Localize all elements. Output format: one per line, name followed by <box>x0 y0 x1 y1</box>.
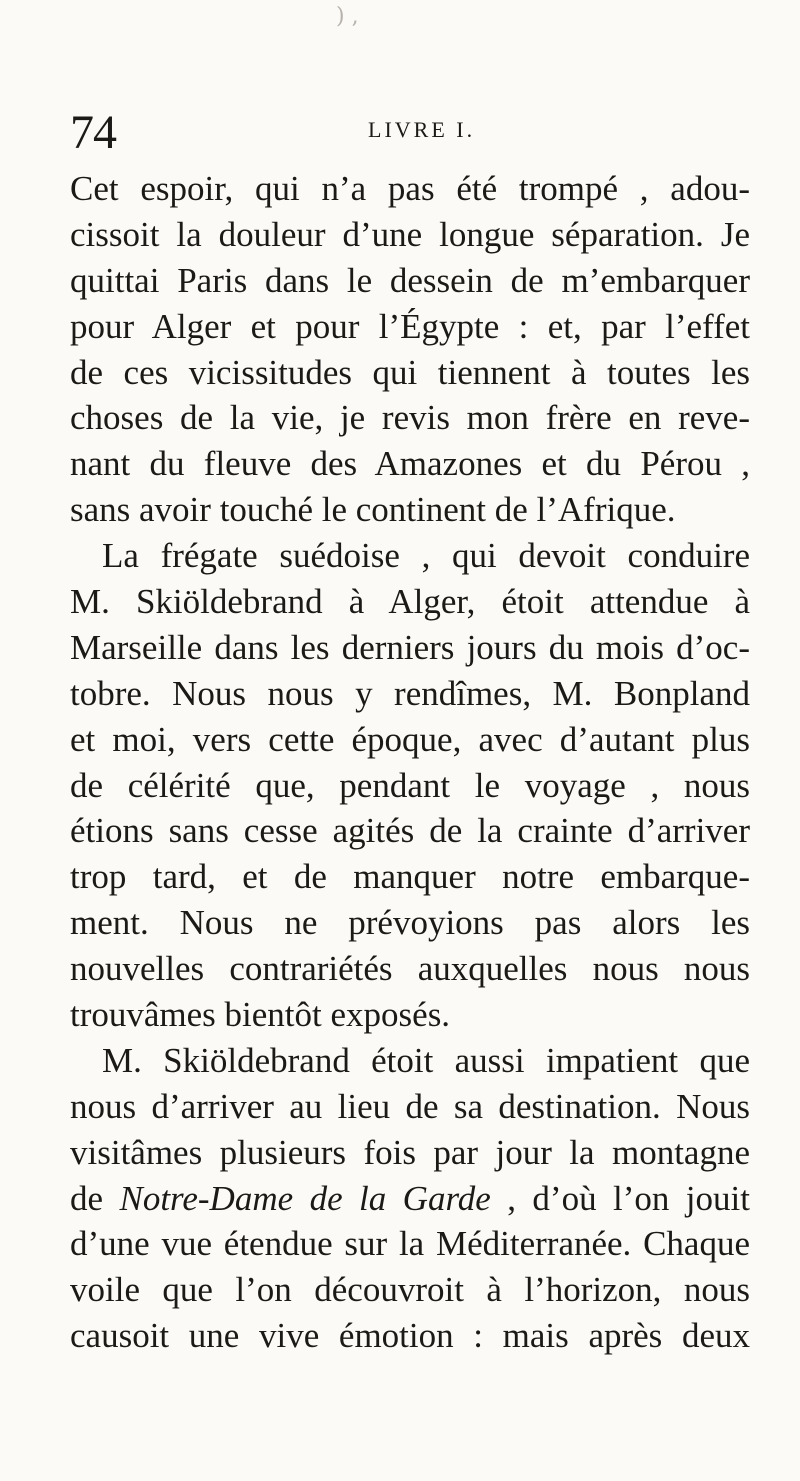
text-line: étions sans cesse agités de la crainte d’arriver <box>70 811 750 851</box>
text-line: Marseille dans les derniers jours du mois d’oc- <box>70 627 750 667</box>
text-line: et moi, vers cette époque, avec d’autant plus <box>70 719 750 759</box>
text-line: trouvâmes bientôt exposés. <box>70 995 451 1035</box>
text-line: de ces vicissitudes qui tiennent à toutes les <box>70 352 750 392</box>
text-line: de célérité que, pendant le voyage , nous <box>70 765 750 805</box>
margin-mark: ) , <box>336 4 359 29</box>
text-line: sans avoir touché le continent de l’Afrique. <box>70 490 676 530</box>
text-line: trop tard, et de manquer notre embarque- <box>70 857 750 897</box>
page-header <box>70 103 750 163</box>
text-line: M. Skiöldebrand étoit aussi impatient que <box>102 1040 750 1080</box>
text-line: ment. Nous ne prévoyions pas alors les <box>70 903 750 943</box>
text-line: causoit une vive émotion : mais après deux <box>70 1316 750 1356</box>
text-line: tobre. Nous nous y rendîmes, M. Bonpland <box>70 673 750 713</box>
text-line: visitâmes plusieurs fois par jour la montagne <box>70 1132 750 1172</box>
body-text <box>70 166 750 1359</box>
text-line: nouvelles contrariétés auxquelles nous nous <box>70 949 750 989</box>
text-line: pour Alger et pour l’Égypte : et, par l’effet <box>70 306 750 346</box>
text-line: Cet espoir, qui n’a pas été trompé , adou- <box>70 169 750 208</box>
text-line: La frégate suédoise , qui devoit conduire <box>102 536 750 576</box>
text-line: M. Skiöldebrand à Alger, étoit attendue à <box>70 582 750 622</box>
line-part: de <box>70 1178 120 1218</box>
text-line: voile que l’on découvroit à l’horizon, nous <box>70 1270 750 1310</box>
place-name-italic: Notre-Dame de la Garde <box>119 1178 491 1218</box>
text-line: nant du fleuve des Amazones et du Pérou , <box>70 444 750 484</box>
page-number: 74 <box>70 106 116 159</box>
text-line: d’une vue étendue sur la Méditerranée. Chaque <box>70 1224 750 1264</box>
text-line: choses de la vie, je revis mon frère en reve- <box>70 398 750 438</box>
text-line: nous d’arriver au lieu de sa destination. Nous <box>70 1086 750 1126</box>
line-part: , d’où l’on jouit <box>490 1178 750 1218</box>
text-line: cissoit la douleur d’une longue séparation. Je <box>70 214 750 254</box>
running-head: LIVRE I. <box>368 117 476 142</box>
text-line-italic-place <box>70 1176 750 1222</box>
text-line: quittai Paris dans le dessein de m’embarquer <box>70 260 750 300</box>
